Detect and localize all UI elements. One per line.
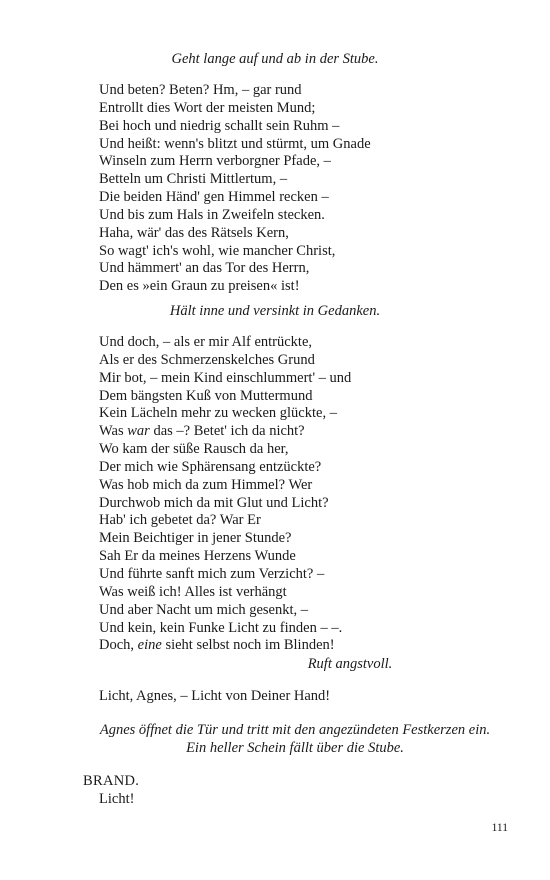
verse-line: Haha, wär' das des Rätsels Kern,	[99, 224, 289, 241]
verse-line	[99, 423, 351, 441]
speaker-name: BRAND.	[83, 773, 140, 789]
verse-line: Wo kam der süße Rausch da her,	[99, 441, 289, 458]
verse-line: Und doch, – als er mir Alf entrückte,	[99, 334, 313, 350]
verse-line: Und hämmert' an das Tor des Herrn,	[99, 260, 310, 277]
verse-line: Die beiden Händ' gen Himmel recken –	[99, 189, 329, 206]
stage-direction-pauses: Hält inne und versinkt in Gedanken.	[169, 303, 381, 319]
verse-line: So wagt' ich's wohl, wie mancher Christ,	[99, 242, 336, 259]
verse-stanza-2	[99, 334, 351, 655]
stage-direction-line: Agnes öffnet die Tür und tritt mit den angezündeten Festkerzen ein.	[99, 722, 491, 738]
verse-line: Dem bängsten Kuß von Muttermund	[99, 387, 313, 404]
stage-direction-line: Ein heller Schein fällt über die Stube.	[186, 740, 404, 756]
verse-text: Was	[99, 423, 128, 440]
verse-line: Und kein, kein Funke Licht zu finden – –.	[99, 619, 343, 636]
verse-line: Betteln um Christi Mittlertum, –	[99, 171, 288, 188]
verse-line: Winseln zum Herrn verborgner Pfade, –	[99, 153, 331, 170]
verse-text: sieht selbst noch im Blinden!	[161, 637, 335, 654]
stage-direction-calls: Ruft angstvoll.	[307, 656, 393, 672]
verse-line: Der mich wie Sphärensang entzückte?	[99, 458, 322, 475]
verse-line: Als er des Schmerzenskelches Grund	[99, 351, 315, 368]
verse-line: Entrollt dies Wort der meisten Mund;	[99, 99, 316, 116]
page-number: 111	[491, 822, 508, 834]
verse-line	[99, 637, 351, 655]
emphasized-word: war	[127, 423, 150, 440]
verse-line: Und führte sanft mich zum Verzicht? –	[99, 565, 325, 582]
verse-text: das –? Betet' ich da nicht?	[149, 423, 305, 440]
verse-line: Und heißt: wenn's blitzt und stürmt, um Gnade	[99, 135, 371, 152]
verse-line: Und bis zum Hals in Zweifeln stecken.	[99, 206, 325, 223]
verse-line: Und aber Nacht um mich gesenkt, –	[99, 601, 308, 618]
verse-line: Was weiß ich! Alles ist verhängt	[99, 583, 287, 600]
verse-stanza-1	[99, 82, 371, 296]
verse-line: Mein Beichtiger in jener Stunde?	[99, 530, 292, 547]
verse-line: Und beten? Beten? Hm, – gar rund	[99, 82, 302, 98]
verse-line: Durchwob mich da mit Glut und Licht?	[99, 494, 329, 511]
stage-direction-walks: Geht lange auf und ab in der Stube.	[171, 51, 379, 67]
speech-line-brand: Licht!	[99, 791, 135, 807]
verse-line: Kein Lächeln mehr zu wecken glückte, –	[99, 405, 337, 422]
verse-text: Doch,	[99, 637, 138, 654]
verse-line: Bei hoch und niedrig schallt sein Ruhm –	[99, 117, 340, 134]
verse-line: Was hob mich da zum Himmel? Wer	[99, 476, 313, 493]
verse-line: Den es »ein Graun zu preisen« ist!	[99, 278, 300, 295]
stage-direction-agnes-enters	[60, 721, 530, 757]
speech-line-light: Licht, Agnes, – Licht von Deiner Hand!	[99, 688, 331, 704]
emphasized-word: eine	[137, 637, 162, 654]
verse-line: Sah Er da meines Herzens Wunde	[99, 548, 296, 565]
verse-line: Hab' ich gebetet da? War Er	[99, 512, 261, 529]
verse-line: Mir bot, – mein Kind einschlummert' – und	[99, 369, 352, 386]
